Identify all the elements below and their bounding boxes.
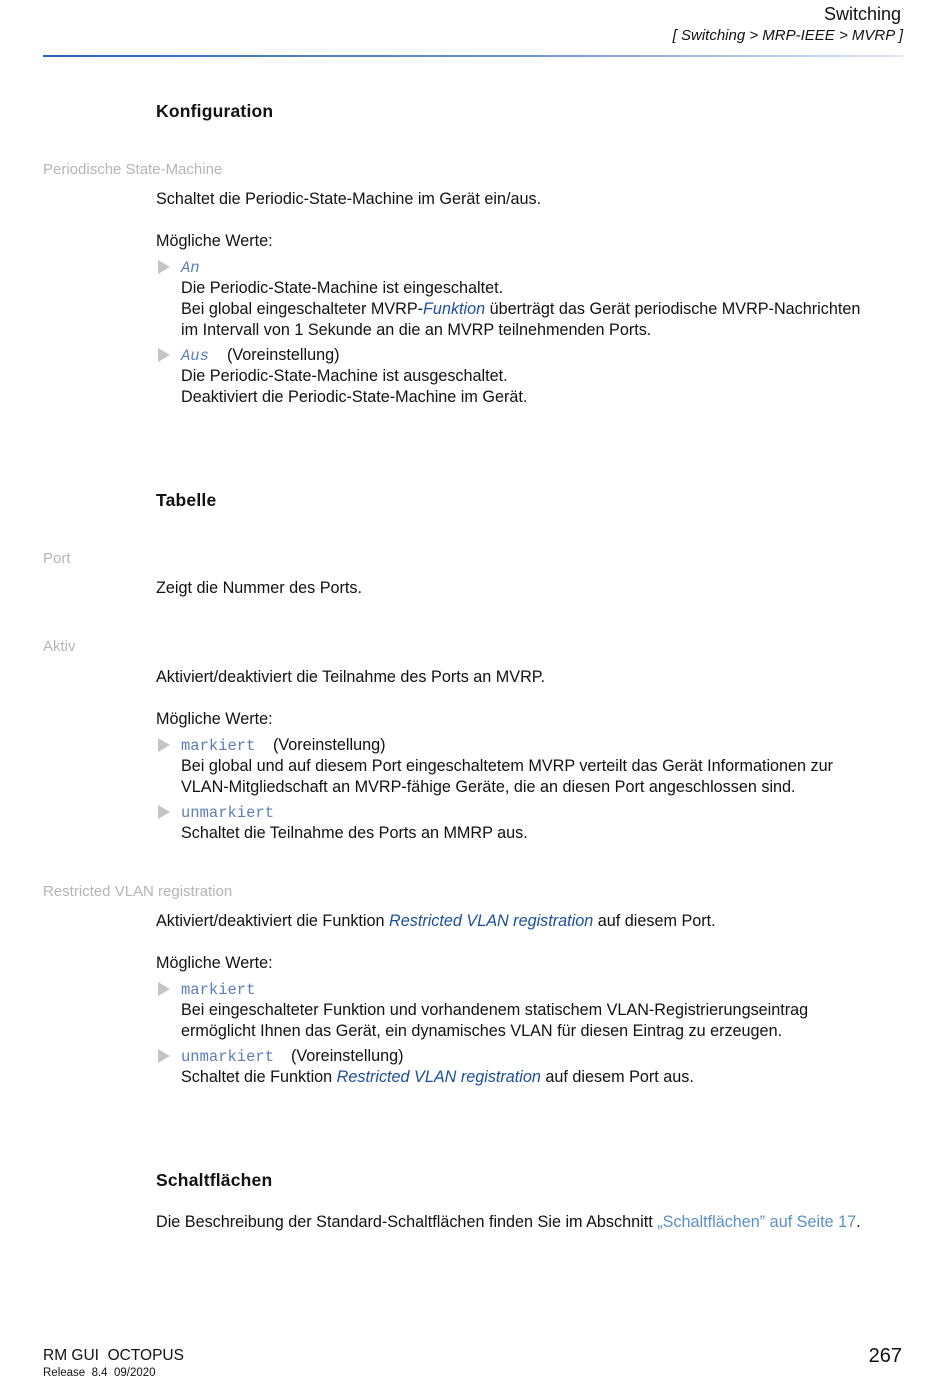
param-desc-port: Zeigt die Nummer des Ports.: [156, 579, 363, 597]
default-tag: (Voreinstellung): [291, 1047, 404, 1065]
option-desc-line: im Intervall von 1 Sekunde an die an MVRP teilnehmenden Ports.: [181, 321, 652, 339]
default-tag: (Voreinstellung): [227, 346, 340, 364]
option-desc-line: Bei global eingeschalteter MVRP-Funktion überträgt das Gerät periodische MVRP-Nachrichten: [181, 300, 861, 318]
header-divider: [43, 55, 903, 57]
value-option-an: An: [181, 259, 200, 277]
bullet-triangle-icon: [158, 982, 170, 996]
value-option-markiert: markiert: [181, 981, 256, 999]
restricted-vlan-link[interactable]: Restricted VLAN registration: [389, 912, 594, 930]
option-desc-line: ermöglicht Ihnen das Gerät, ein dynamisches VLAN für diesen Eintrag zu erzeugen.: [181, 1022, 783, 1040]
option-desc-line: Schaltet die Funktion Restricted VLAN registration auf diesem Port aus.: [181, 1068, 694, 1086]
param-label-port: Port: [43, 550, 71, 567]
footer-product: RM GUI OCTOPUS: [43, 1347, 184, 1364]
section-title-schaltflaechen: Schaltflächen: [156, 1170, 273, 1190]
option-desc-line: Schaltet die Teilnahme des Ports an MMRP aus.: [181, 824, 528, 842]
section-title-konfiguration: Konfiguration: [156, 101, 274, 121]
param-label-aktiv: Aktiv: [43, 638, 76, 655]
schaltflaechen-xref-link[interactable]: „Schaltflächen” auf Seite 17: [657, 1213, 857, 1231]
values-title: Mögliche Werte:: [156, 954, 273, 972]
header-title: Switching: [823, 4, 901, 24]
param-desc-restricted: Aktiviert/deaktiviert die Funktion Restricted VLAN registration auf diesem Port.: [156, 912, 716, 930]
param-desc-aktiv: Aktiviert/deaktiviert die Teilnahme des Ports an MVRP.: [156, 668, 545, 686]
header-breadcrumb: [ Switching > MRP-IEEE > MVRP ]: [672, 27, 903, 44]
footer-release: Release 8.4 09/2020: [43, 1367, 156, 1379]
param-label-restricted: Restricted VLAN registration: [43, 883, 233, 900]
bullet-triangle-icon: [158, 738, 170, 752]
buttons-desc: Die Beschreibung der Standard-Schaltflächen finden Sie im Abschnitt „Schaltflächen” auf Seite 17.: [156, 1213, 861, 1231]
values-title: Mögliche Werte:: [156, 710, 273, 728]
value-option-unmarkiert: unmarkiert: [181, 804, 275, 822]
value-option-unmarkiert: unmarkiert: [181, 1048, 275, 1066]
value-option-markiert: markiert: [181, 737, 256, 755]
option-desc-line: Deaktiviert die Periodic-State-Machine im Gerät.: [181, 388, 528, 406]
values-title: Mögliche Werte:: [156, 232, 273, 250]
bullet-triangle-icon: [158, 805, 170, 819]
option-desc-line: VLAN-Mitgliedschaft an MVRP-fähige Geräte, die an diesen Port angeschlossen sind.: [181, 778, 796, 796]
bullet-triangle-icon: [158, 348, 170, 362]
param-label-periodic: Periodische State-Machine: [43, 161, 223, 178]
funktion-link[interactable]: Funktion: [423, 300, 486, 318]
option-desc-line: Die Periodic-State-Machine ist eingeschaltet.: [181, 279, 504, 297]
default-tag: (Voreinstellung): [273, 736, 386, 754]
page-number: 267: [868, 1345, 902, 1367]
bullet-triangle-icon: [158, 1049, 170, 1063]
value-option-aus: Aus: [181, 347, 209, 365]
option-desc-line: Bei global und auf diesem Port eingeschaltetem MVRP verteilt das Gerät Informationen zur: [181, 757, 834, 775]
section-title-tabelle: Tabelle: [156, 490, 217, 510]
restricted-vlan-link[interactable]: Restricted VLAN registration: [336, 1068, 541, 1086]
param-desc-periodic: Schaltet die Periodic-State-Machine im Gerät ein/aus.: [156, 190, 542, 208]
option-desc-line: Bei eingeschalteter Funktion und vorhandenem statischem VLAN-Registrierungseintrag: [181, 1001, 809, 1019]
option-desc-line: Die Periodic-State-Machine ist ausgeschaltet.: [181, 367, 508, 385]
bullet-triangle-icon: [158, 260, 170, 274]
